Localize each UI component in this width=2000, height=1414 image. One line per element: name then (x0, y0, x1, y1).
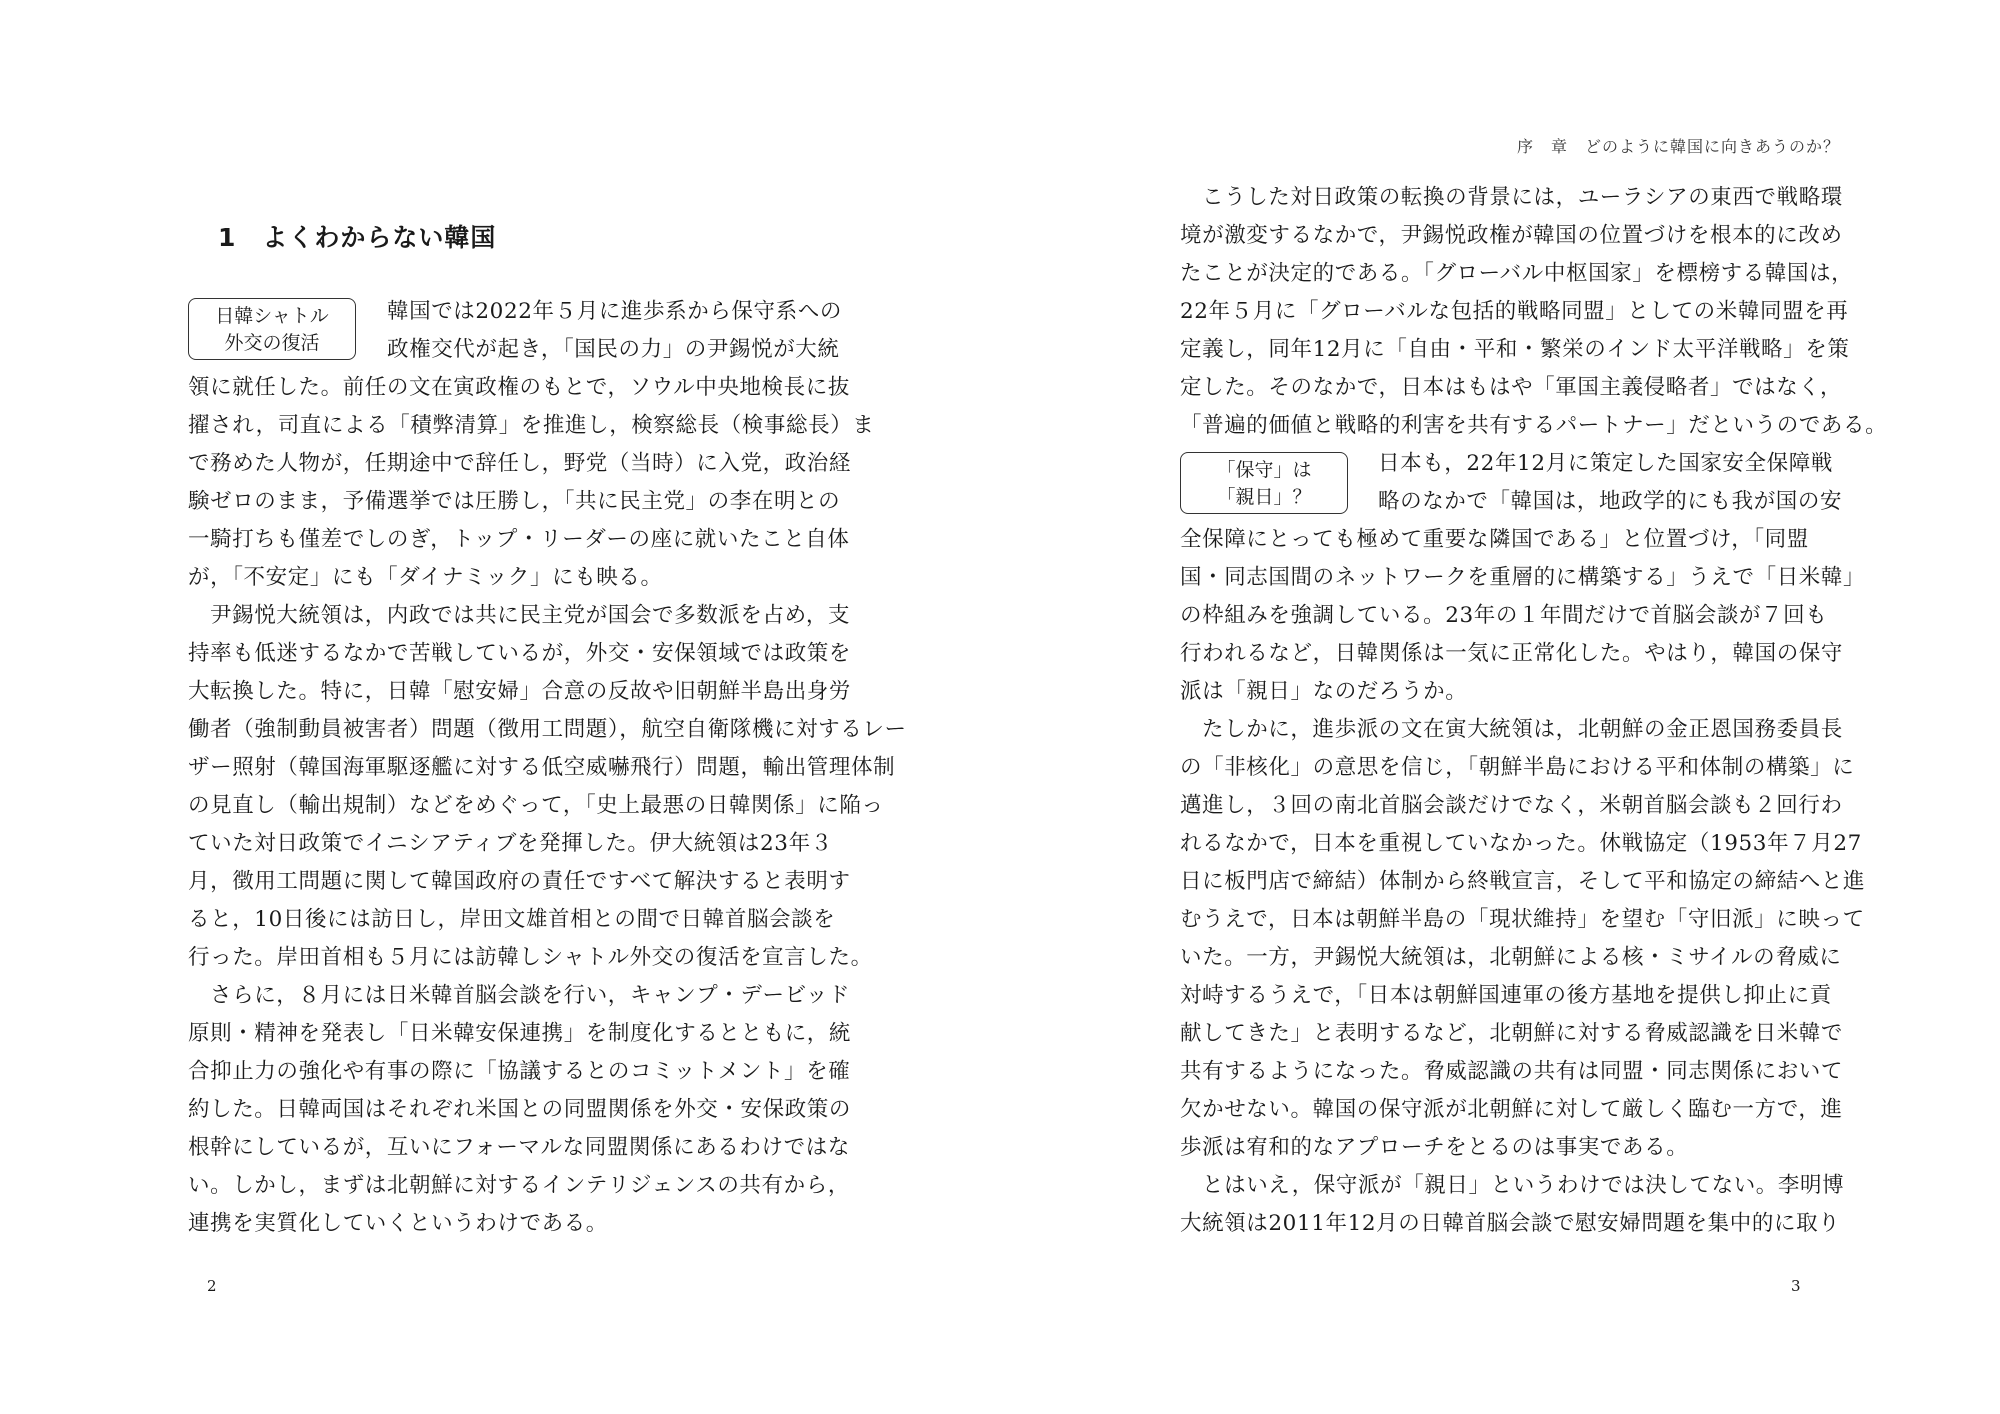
text-line: 連携を実質化していくというわけである。 (188, 1211, 608, 1236)
text-line: の枠組みを強調している。23年の１年間だけで首脳会談が７回も (1180, 603, 1828, 628)
text-line: れるなかで，日本を重視していなかった。休戦協定（1953年７月27 (1180, 831, 1862, 856)
text-line: 共有するようになった。脅威認識の共有は同盟・同志関係において (1180, 1059, 1844, 1084)
text-line: 政権交代が起き，「国民の力」の尹錫悦が大統 (387, 337, 840, 362)
text-line: 月，徴用工問題に関して韓国政府の責任ですべて解決すると表明す (188, 869, 851, 894)
text-line: 持率も低迷するなかで苦戦しているが，外交・安保領域では政策を (188, 641, 852, 666)
text-line: 原則・精神を発表し「日米韓安保連携」を制度化するとともに，統 (188, 1021, 852, 1046)
text-line: 行われるなど，日韓関係は一気に正常化した。やはり，韓国の保守 (1180, 641, 1844, 666)
text-line: の「非核化」の意思を信じ，「朝鮮半島における平和体制の構築」に (1180, 755, 1855, 780)
running-head: 序 章 どのように韓国に向きあうのか？ (1516, 137, 1840, 156)
text-line: さらに，８月には日米韓首脳会談を行い，キャンプ・デービッド (210, 983, 851, 1008)
text-line: 歩派は宥和的なアプローチをとるのは事実である。 (1180, 1135, 1689, 1160)
text-line: 定した。そのなかで，日本はもはや「軍国主義侵略者」ではなく， (1180, 375, 1843, 400)
text-line: の見直し（輸出規制）などをめぐって，「史上最悪の日韓関係」に陥っ (188, 793, 884, 818)
text-line: 定義し，同年12月に「自由・平和・繁栄のインド太平洋戦略」を策 (1180, 337, 1850, 362)
text-line: 「普遍的価値と戦略的利害を共有するパートナー」だというのである。 (1180, 413, 1888, 438)
side-label-conservative-pro-japan (1180, 452, 1348, 514)
text-line: 大転換した。特に，日韓「慰安婦」合意の反故や旧朝鮮半島出身労 (188, 679, 852, 704)
text-line: 一騎打ちも僅差でしのぎ，トップ・リーダーの座に就いたこと自体 (188, 527, 850, 552)
text-line: 根幹にしているが，互いにフォーマルな同盟関係にあるわけではな (188, 1135, 850, 1160)
text-line: 大統領は2011年12月の日韓首脳会談で慰安婦問題を集中的に取り (1180, 1211, 1841, 1236)
text-line: 領に就任した。前任の文在寅政権のもとで，ソウル中央地検長に抜 (188, 375, 850, 400)
side-label-line: 「保守」は (1216, 459, 1312, 481)
text-line: たことが決定的である。「グローバル中枢国家」を標榜する韓国は， (1180, 261, 1854, 286)
text-line: 欠かせない。韓国の保守派が北朝鮮に対して厳しく臨む一方で，進 (1180, 1097, 1843, 1122)
text-line: 働者（強制動員被害者）問題（徴用工問題），航空自衛隊機に対するレー (188, 717, 907, 742)
text-line: 擢され，司直による「積弊清算」を推進し，検察総長（検事総長）ま (188, 413, 875, 438)
text-line: 行った。岸田首相も５月には訪韓しシャトル外交の復活を宣言した。 (188, 945, 873, 970)
text-line: 日本も，22年12月に策定した国家安全保障戦 (1378, 451, 1833, 476)
text-line: 約した。日韓両国はそれぞれ米国との同盟関係を外交・安保政策の (188, 1097, 852, 1122)
text-line: 邁進し，３回の南北首脳会談だけでなく，米朝首脳会談も２回行わ (1180, 793, 1843, 818)
text-line: 日に板門店で締結）体制から終戦宣言，そして平和協定の締結へと進 (1180, 869, 1866, 894)
page-number-right: 3 (1791, 1277, 1801, 1295)
side-label-line: 「親日」？ (1216, 486, 1312, 508)
side-label-line: 外交の復活 (224, 332, 320, 354)
text-line: 22年５月に「グローバルな包括的戦略同盟」としての米韓同盟を再 (1180, 299, 1849, 324)
text-line: 験ゼロのまま，予備選挙では圧勝し，「共に民主党」の李在明との (188, 489, 841, 514)
side-label-line: 日韓シャトル (215, 305, 329, 327)
section-heading: 1 よくわからない韓国 (218, 223, 497, 252)
text-line: 献してきた」と表明するなど，北朝鮮に対する脅威認識を日米韓で (1180, 1021, 1844, 1046)
page-number-left: 2 (207, 1277, 217, 1295)
text-line: むうえで，日本は朝鮮半島の「現状維持」を望む「守旧派」に映って (1180, 907, 1865, 932)
text-line: が，「不安定」にも「ダイナミック」にも映る。 (188, 565, 663, 590)
text-line: 略のなかで「韓国は，地政学的にも我が国の安 (1378, 489, 1843, 514)
text-line: で務めた人物が，任期途中で辞任し，野党（当時）に入党，政治経 (188, 451, 852, 476)
text-line: い。しかし，まずは北朝鮮に対するインテリジェンスの共有から， (188, 1173, 850, 1198)
text-line: こうした対日政策の転換の背景には，ユーラシアの東西で戦略環 (1202, 185, 1843, 210)
text-line: たしかに，進歩派の文在寅大統領は，北朝鮮の金正恩国務委員長 (1202, 717, 1843, 742)
text-line: 派は「親日」なのだろうか。 (1180, 679, 1468, 704)
text-line: 境が激変するなかで，尹錫悦政権が韓国の位置づけを根本的に改め (1180, 223, 1843, 248)
text-line: ると，10日後には訪日し，岸田文雄首相との間で日韓首脳会談を (188, 907, 836, 932)
text-line: 尹錫悦大統領は，内政では共に民主党が国会で多数派を占め，支 (210, 603, 851, 628)
text-line: 国・同志国間のネットワークを重層的に構築する」うえで「日米韓」 (1180, 565, 1866, 590)
text-line: 韓国では2022年５月に進歩系から保守系への (387, 299, 842, 324)
text-line: いた。一方，尹錫悦大統領は，北朝鮮による核・ミサイルの脅威に (1180, 945, 1842, 970)
text-line: 対峙するうえで，「日本は朝鮮国連軍の後方基地を提供し抑止に貢 (1180, 983, 1832, 1008)
text-line: とはいえ，保守派が「親日」というわけでは決してない。李明博 (1202, 1173, 1845, 1198)
side-label-shuttle-diplomacy (188, 298, 356, 360)
text-line: 全保障にとっても極めて重要な隣国である」と位置づけ，「同盟 (1180, 527, 1809, 552)
text-line: ザー照射（韓国海軍駆逐艦に対する低空威嚇飛行）問題，輸出管理体制 (188, 755, 896, 780)
text-line: 合抑止力の強化や有事の際に「協議するとのコミットメント」を確 (188, 1059, 851, 1084)
text-line: ていた対日政策でイニシアティブを発揮した。伊大統領は23年３ (188, 831, 833, 856)
